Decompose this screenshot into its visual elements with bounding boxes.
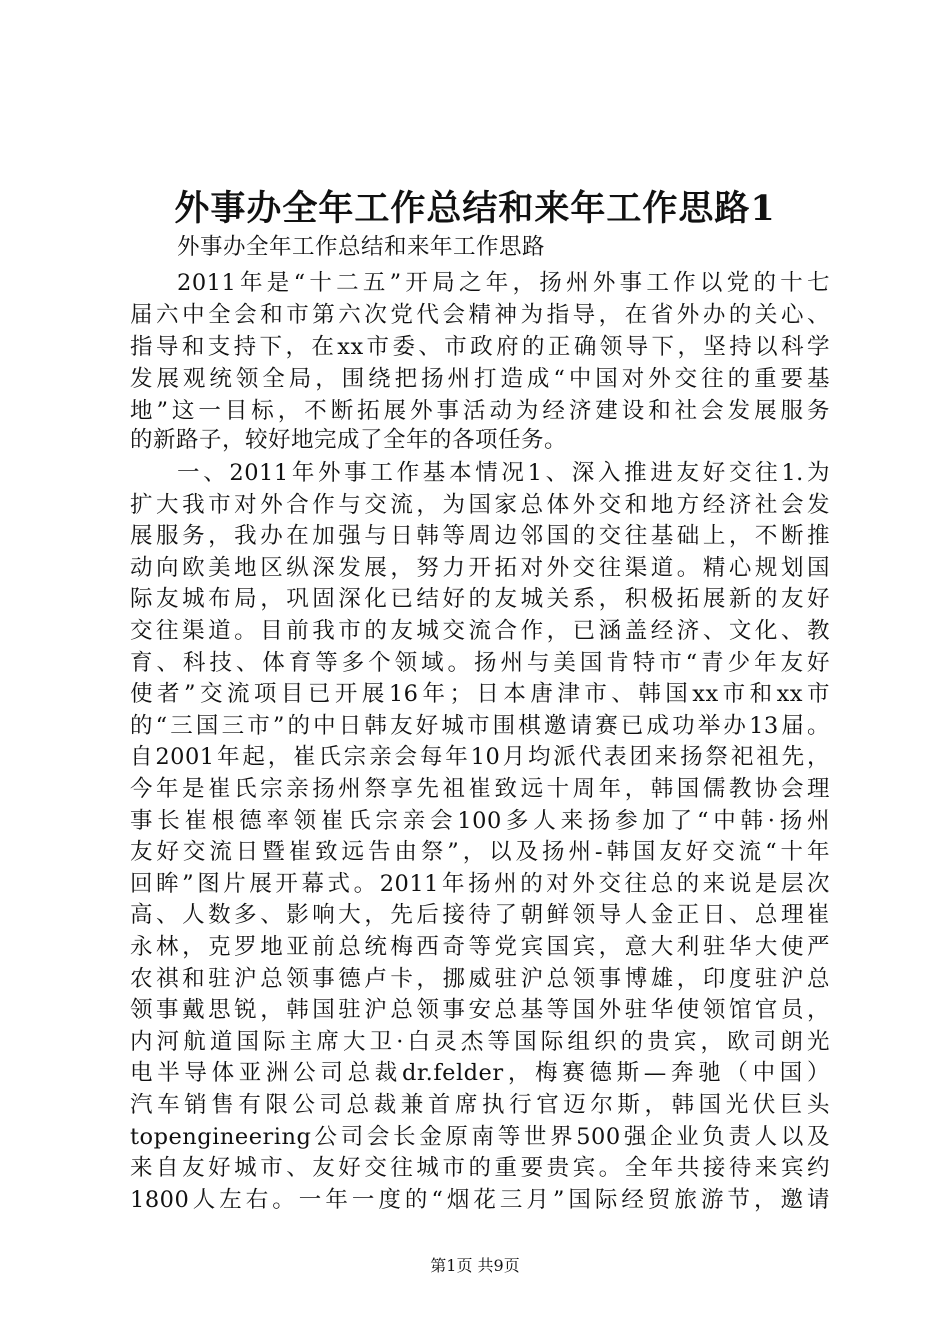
- body-line: 今年是崔氏宗亲扬州祭享先祖崔致远十周年，韩国儒教协会理: [130, 776, 830, 802]
- body-line: 领事戴思锐，韩国驻沪总领事安总基等国外驻华使领馆官员，: [130, 997, 830, 1023]
- body-line: 汽车销售有限公司总裁兼首席执行官迈尔斯，韩国光伏巨头: [130, 1092, 830, 1118]
- body-line: 外事办全年工作总结和来年工作思路: [177, 234, 546, 260]
- body-line: 一、2011年外事工作基本情况1、深入推进友好交往1.为: [177, 460, 830, 486]
- body-line: 展服务，我办在加强与日韩等周边邻国的交往基础上，不断推: [130, 523, 830, 549]
- body-line: 电半导体亚洲公司总裁dr.felder，梅赛德斯—奔驰（中国）: [130, 1060, 830, 1086]
- body-line: 发展观统领全局，围绕把扬州打造成“中国对外交往的重要基: [130, 366, 830, 392]
- body-line: 动向欧美地区纵深发展，努力开拓对外交往渠道。精心规划国: [130, 555, 830, 581]
- body-line: 使者”交流项目已开展16年；日本唐津市、韩国xx市和xx市: [130, 681, 830, 707]
- document-title: 外事办全年工作总结和来年工作思路1: [174, 188, 776, 229]
- body-line: 际友城布局，巩固深化已结好的友城关系，积极拓展新的友好: [130, 586, 830, 612]
- body-line: 友好交流日暨崔致远告由祭”，以及扬州-韩国友好交流“十年: [130, 839, 830, 865]
- body-line: 1800人左右。一年一度的“烟花三月”国际经贸旅游节，邀请: [130, 1187, 830, 1213]
- body-line: 内河航道国际主席大卫·白灵杰等国际组织的贵宾，欧司朗光: [130, 1029, 830, 1055]
- body-line: 永林，克罗地亚前总统梅西奇等党宾国宾，意大利驻华大使严: [130, 934, 830, 960]
- body-line: 交往渠道。目前我市的友城交流合作，已涵盖经济、文化、教: [130, 618, 830, 644]
- body-line: 地”这一目标，不断拓展外事活动为经济建设和社会发展服务: [130, 398, 830, 424]
- body-line: 回眸”图片展开幕式。2011年扬州的对外交往总的来说是层次: [130, 871, 830, 897]
- body-line: 来自友好城市、友好交往城市的重要贵宾。全年共接待来宾约: [130, 1155, 830, 1181]
- body-line: 届六中全会和市第六次党代会精神为指导，在省外办的关心、: [130, 302, 830, 328]
- body-line: 指导和支持下，在xx市委、市政府的正确领导下，坚持以科学: [130, 334, 830, 360]
- page-number-footer: 第1页 共9页: [430, 1256, 520, 1275]
- body-line: topengineering公司会长金原南等世界500强企业负责人以及: [130, 1124, 830, 1150]
- body-line: 的新路子，较好地完成了全年的各项任务。: [130, 427, 568, 453]
- body-line: 农祺和驻沪总领事德卢卡，挪威驻沪总领事博雄，印度驻沪总: [130, 966, 830, 992]
- body-line: 高、人数多、影响大，先后接待了朝鲜领导人金正日、总理崔: [130, 902, 830, 928]
- body-line: 自2001年起，崔氏宗亲会每年10月均派代表团来扬祭祀祖先，: [130, 744, 830, 770]
- body-line: 育、科技、体育等多个领域。扬州与美国肯特市“青少年友好: [130, 650, 830, 676]
- body-line: 的“三国三市”的中日韩友好城市围棋邀请赛已成功举办13届。: [130, 713, 830, 739]
- body-line: 扩大我市对外合作与交流，为国家总体外交和地方经济社会发: [130, 492, 830, 518]
- body-line: 事长崔根德率领崔氏宗亲会100多人来扬参加了“中韩·扬州: [130, 808, 830, 834]
- body-line: 2011年是“十二五”开局之年，扬州外事工作以党的十七: [177, 270, 830, 296]
